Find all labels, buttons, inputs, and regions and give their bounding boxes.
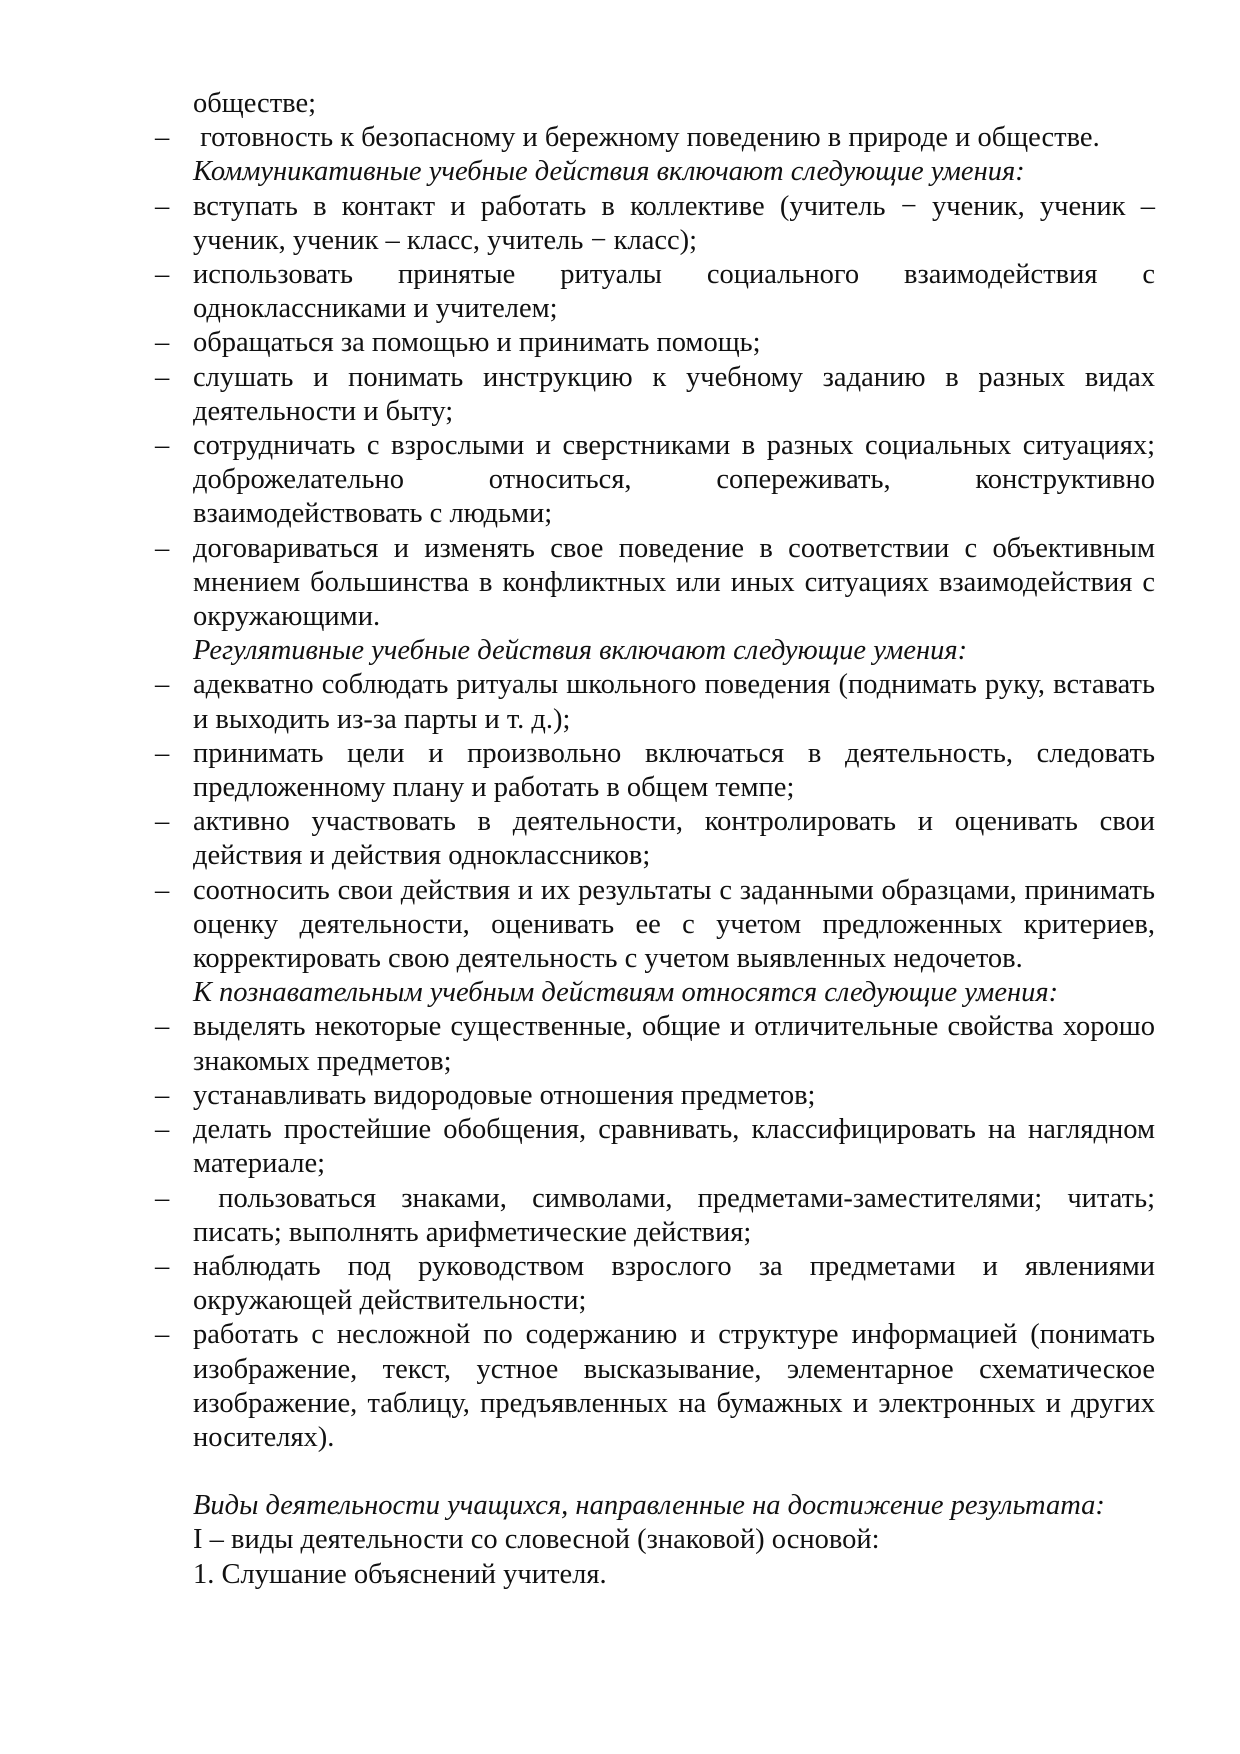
list-item (155, 805, 1155, 873)
bullet-dash: – (155, 259, 170, 291)
paragraph-gap (193, 1455, 1155, 1489)
bullet-dash: – (155, 1114, 170, 1146)
list-item-text: работать с несложной по содержанию и структуре информацией (понимать изображение, текст, устное высказывание, элементарное схематическое изображение, таблицу, предъявленных на бумажных и электронных и других носителях). (193, 1319, 1155, 1453)
list-item-text: выделять некоторые существенные, общие и отличительные свойства хорошо знакомых предметов; (193, 1011, 1155, 1077)
bullet-dash: – (155, 1079, 170, 1111)
list-item-text: наблюдать под руководством взрослого за предметами и явлениями окружающей действительности; (193, 1250, 1155, 1317)
list-item (155, 1079, 1155, 1113)
list-item (155, 1318, 1155, 1455)
bullet-dash: – (155, 874, 170, 906)
list-item-text: адекватно соблюдать ритуалы школьного поведения (поднимать руку, вставать и выходить из-за парты и т. д.); (193, 669, 1155, 735)
bullet-dash: – (155, 1011, 170, 1043)
list-item-text: устанавливать видородовые отношения предметов; (193, 1079, 816, 1111)
list-item (155, 874, 1155, 977)
list-item-text: делать простейшие обобщения, сравнивать, классифицировать на наглядном материале; (193, 1114, 1155, 1180)
list-item-text: слушать и понимать инструкцию к учебному заданию в разных видах деятельности и быту; (193, 361, 1155, 427)
list-item (155, 326, 1155, 360)
list-item (155, 258, 1155, 326)
list-item (155, 1182, 1163, 1250)
list-item (155, 1010, 1155, 1078)
list-item (155, 1250, 1155, 1318)
list-item (155, 429, 1155, 532)
bullet-dash: – (155, 122, 170, 154)
list-item (155, 532, 1155, 635)
list-item-text: пользоваться знаками, символами, предметами-заместителями; читать; писать; выполнять арифметические действия; (193, 1182, 1163, 1248)
list-item-text: сотрудничать с взрослыми и сверстниками в разных социальных ситуациях; доброжелательно относиться, сопереживать, конструктивно взаимодействовать с людьми; (193, 430, 1155, 530)
communicative-heading: Коммуникативные учебные действия включают следующие умения: (193, 156, 1025, 188)
list-item-text: обращаться за помощью и принимать помощь; (193, 327, 761, 359)
bullet-dash: – (155, 1250, 170, 1282)
bullet-dash: – (155, 737, 170, 769)
page-content (155, 87, 1163, 1592)
bullet-dash: – (155, 669, 170, 701)
cognitive-heading: К познавательным учебным действиям относятся следующие умения: (193, 977, 1059, 1009)
list-item-text: договариваться и изменять свое поведение в соответствии с объективным мнением большинства в конфликтных или иных ситуациях взаимодействия с окружающими. (193, 532, 1155, 633)
bullet-dash: – (155, 532, 170, 564)
list-item-text: соотносить свои действия и их результаты с заданными образцами, принимать оценку деятельности, оценивать ее с учетом предложенных критериев, корректировать свою деятельность с учетом выявленных недочетов. (193, 874, 1155, 975)
list-item (155, 361, 1155, 429)
bullet-dash: – (155, 190, 170, 222)
bullet-dash: – (155, 1319, 170, 1351)
continuation-text: обществе; (193, 88, 317, 119)
list-item (155, 737, 1155, 805)
list-item (155, 121, 1155, 155)
regulative-heading: Регулятивные учебные действия включают следующие умения: (193, 635, 968, 667)
bullet-dash: – (155, 1182, 170, 1214)
activities-heading: Виды деятельности учащихся, направленные на достижение результата: (193, 1490, 1105, 1522)
list-item (155, 190, 1155, 258)
activities-line-1: I – виды деятельности со словесной (знаковой) основой: (193, 1524, 880, 1556)
bullet-dash: – (155, 361, 170, 393)
list-item-text: активно участвовать в деятельности, контролировать и оценивать свои действия и действия одноклассников; (193, 806, 1155, 872)
bullet-dash: – (155, 430, 170, 462)
list-item (155, 668, 1155, 736)
activities-line-2: 1. Слушание объяснений учителя. (193, 1558, 607, 1590)
list-item (155, 1113, 1155, 1181)
list-item-text: вступать в контакт и работать в коллективе (учитель − ученик, ученик – ученик, ученик – класс, учитель − класс); (193, 190, 1155, 256)
list-item-text: принимать цели и произвольно включаться в деятельность, следовать предложенному плану и работать в общем темпе; (193, 737, 1155, 804)
list-item-text: готовность к безопасному и бережному поведению в природе и обществе. (193, 122, 1100, 154)
bullet-dash: – (155, 327, 170, 359)
bullet-dash: – (155, 806, 170, 838)
list-item-text: использовать принятые ритуалы социального взаимодействия с одноклассниками и учителем; (193, 259, 1155, 325)
